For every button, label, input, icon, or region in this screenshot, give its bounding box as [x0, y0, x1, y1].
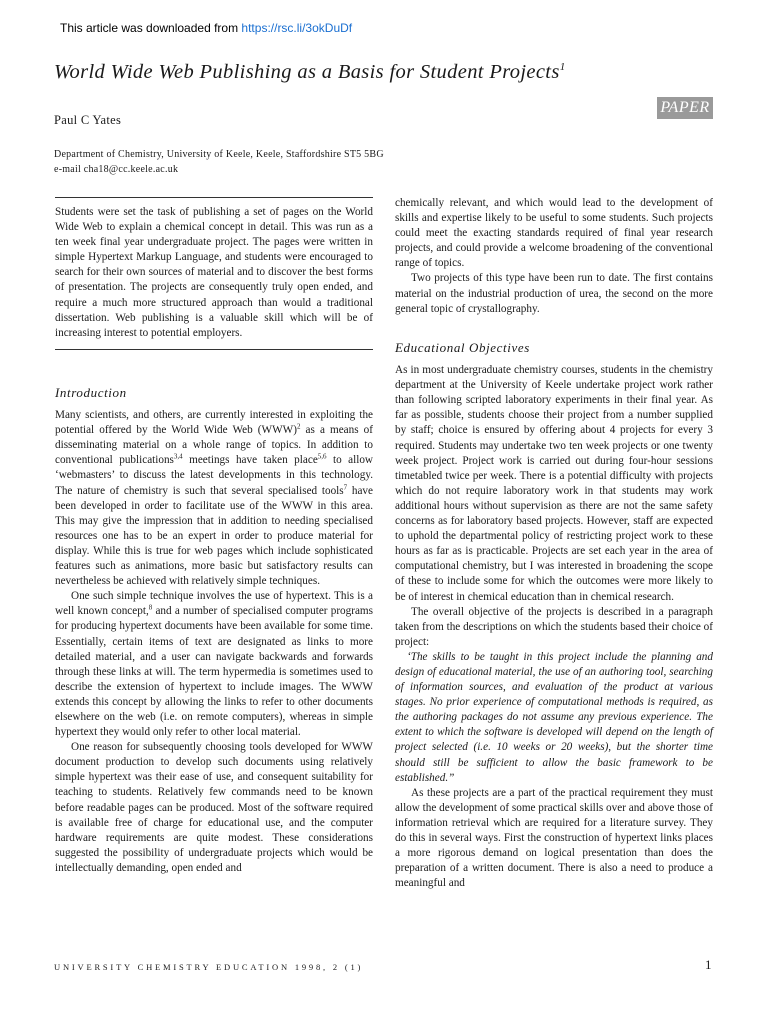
two-projects-paragraph: Two projects of this type have been run to date. The first contains material on the industrial production of urea, the second on the more general topic of crystallography. [395, 272, 713, 315]
continuation-paragraph: chemically relevant, and which would lead to the development of skills and expertise likely to be useful to some students. Such projects could meet the exacting standards required of final year research projects, and could provide a welcome broadening of the conventional range of topics. [395, 197, 713, 270]
right-column-top [395, 196, 713, 317]
paper-type-badge: PAPER [657, 97, 713, 119]
citation-7: 7 [343, 482, 348, 491]
project-description-quote: ‘The skills to be taught in this project include the planning and design of educational material, the use of an authoring tool, searching of information sources, and evaluation of the product at various stages. No prior experience of computational methods is required, as the authoring packages do not assume any previous experience. The extent to which the software is developed will depend on the length of project selected (i.e. 10 weeks or 20 weeks), but the shorter time should still be sufficient to allow the basic framework to be established.” [395, 650, 713, 784]
objectives-paragraph-1: As in most undergraduate chemistry courses, students in the chemistry department at the University of Keele undertake project work rather than following scripted laboratory experiments in their final year. As far as possible, students choose their project from a number supplied by staff; choice is ensured by offering about 4 projects for every 3 required. Students may undertake two ten week projects or one twenty week project. Project work is carried out during four-hour sessions timetabled twice per week. There is a potential difficulty with projects which do not require laboratory work in that students may work additional hours without supervision as there are not the same safety concerns as for laboratory based projects. However, staff are expected to uphold the departmental policy of restricting project work to these hours as far as is practicable. Projects are set each year in the area of computational chemistry, but I was interested in broadening the scope of these to include some for which the outcomes were more likely to be of interest in chemical education than in chemical research. [395, 364, 713, 603]
intro-paragraph-1 [55, 408, 373, 589]
journal-footer: UNIVERSITY CHEMISTRY EDUCATION 1998, 2 (1) [54, 962, 364, 972]
intro-p1-text-b: as a means of disseminating material on a whole range of topics. In addition to conventional publications [55, 424, 373, 467]
citation-8: 8 [148, 603, 153, 612]
citation-3-4: 3,4 [173, 452, 183, 461]
objectives-paragraph-2: The overall objective of the projects is described in a paragraph taken from the descriptions on which the students based their choice of project: [395, 605, 713, 648]
objectives-paragraph-3: As these projects are a part of the practical requirement they must allow the development of some practical skills over and above those of information retrieval which are required for a literature survey. They do this in several ways. First the construction of hypertext links places a more rigorous demand on logical presentation than does the preparation of a written document. There is also a need to produce a meaningful and [395, 786, 713, 890]
paper-title-text: World Wide Web Publishing as a Basis for Student Projects [54, 61, 560, 83]
intro-p1-text-a: Many scientists, and others, are currently interested in exploiting the potential offered by the World Wide Web (WWW) [55, 409, 373, 437]
educational-objectives-section [395, 340, 713, 891]
abstract [55, 197, 373, 350]
affiliation-email: e-mail cha18@cc.keele.ac.uk [54, 164, 179, 175]
download-banner [60, 21, 352, 35]
intro-paragraph-3: One reason for subsequently choosing tools developed for WWW document production to develop such documents using relatively simple hypertext was their ease of use, and consequent suitability for teaching to students. Relatively few commands need to be known before readable pages can be produced. Most of the software required is available free of charge for educational use, and the computer hardware requirements are quite modest. These considerations suggested the possibility of undergraduate projects which would be intellectually demanding, open ended and [55, 741, 373, 874]
intro-p2-text-b: and a number of specialised computer programs for producing hypertext documents have been available for some time. Essentially, certain items of text are designated as links to more detailed material, and a user can navigate backwards and forwards through these links at will. The term hypermedia is sometimes used to describe the extension of hypertext to include images. The WWW extends this concept by allowing the links to refer to other documents elsewhere on the web (i.e. on remote computers), whereas in simple hypertext they would only refer to other local material. [55, 605, 373, 739]
abstract-text: Students were set the task of publishing a set of pages on the World Wide Web to explain a chemical concept in detail. This was run as a ten week final year undergraduate project. The pages were written in simple Hypertext Markup Language, and students were encouraged to search for their own sources of material and to discover the best forms of presentation. The projects are consequently truly open ended, and require a much more structured approach than would a traditional dissertation. Web publishing is a valuable skill which will be of increasing interest to potential employers. [55, 206, 373, 339]
intro-p1-text-c: meetings have taken place [182, 454, 318, 467]
introduction-heading: Introduction [55, 385, 127, 400]
intro-paragraph-2 [55, 589, 373, 740]
download-banner-text: This article was downloaded from [60, 21, 242, 35]
page-number: 1 [705, 957, 712, 972]
intro-p1-text-e: have been developed in order to facilitate use of the WWW in this area. This may give the impression that in addition to needing specialised resources one has to be an expert in order to produce material for display. While this is true for web pages which include sophisticated features such as animations, more basic but satisfactory results can nevertheless be achieved with relatively simple techniques. [55, 484, 373, 588]
paper-title [54, 61, 566, 84]
objectives-heading: Educational Objectives [395, 340, 530, 355]
affiliation-address: Department of Chemistry, University of Keele, Keele, Staffordshire ST5 5BG [54, 149, 384, 160]
intro-p1-text-d: to allow ‘webmasters’ to discuss the latest developments in this technology. The nature of chemistry is such that several specialised tools [55, 454, 373, 497]
author-name: Paul C Yates [54, 113, 122, 127]
title-footnote-marker: 1 [559, 61, 566, 74]
introduction-section [55, 385, 373, 876]
citation-2: 2 [296, 422, 301, 431]
download-link[interactable]: https://rsc.li/3okDuDf [241, 21, 353, 35]
citation-5-6: 5,6 [317, 452, 327, 461]
intro-p2-text-a: One such simple technique involves the use of hypertext. This is a well known concept, [55, 590, 373, 618]
author-affiliation [54, 147, 384, 177]
